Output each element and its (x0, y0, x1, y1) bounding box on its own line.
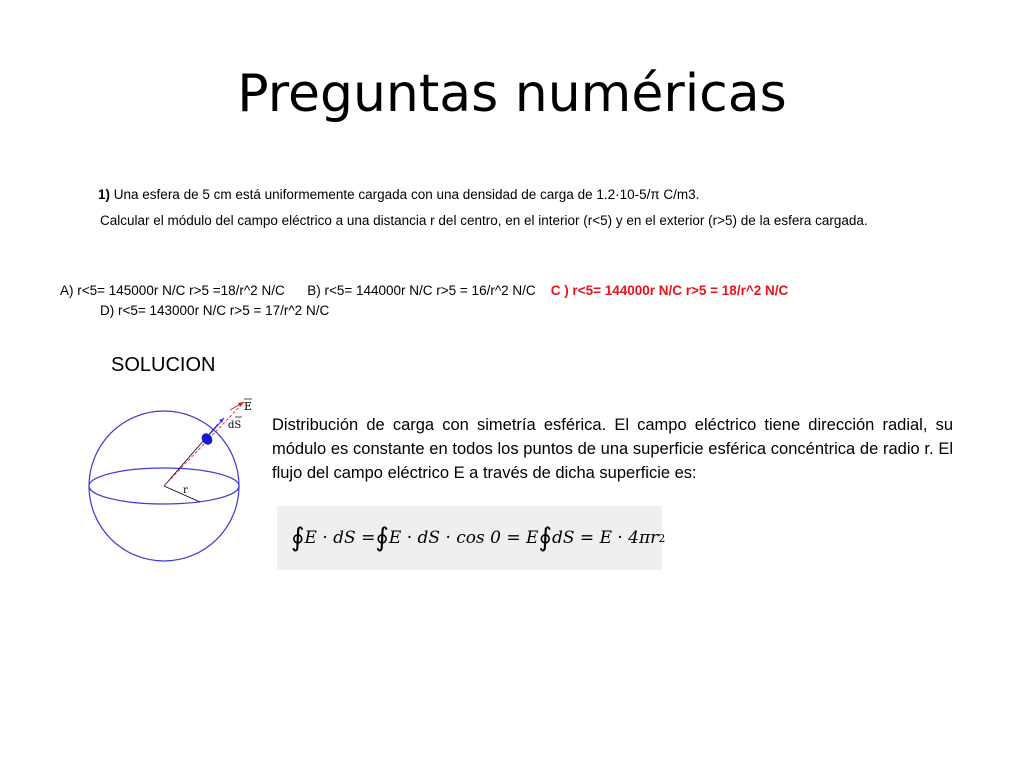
question-task: Calcular el módulo del campo eléctrico a una distancia r del centro, en el interior (r<5) y en el exterior (r>5) de la esfera cargada. (100, 213, 868, 228)
slide-title: Preguntas numéricas (237, 64, 787, 124)
answer-b: B) r<5= 144000r N/C r>5 = 16/r^2 N/C (307, 283, 536, 298)
question-statement-text: Una esfera de 5 cm está uniformemente cargada con una densidad de carga de 1.2·10-5/π C/m3. (113, 187, 700, 202)
formula-term-2: E · dS · cos 0 = E (388, 528, 539, 548)
gauss-formula (277, 506, 666, 570)
field-line (164, 402, 244, 486)
label-r: r (183, 485, 188, 496)
closed-integral-symbol: ∮ (291, 523, 305, 553)
surface-element (199, 431, 214, 447)
answer-options (60, 281, 965, 321)
formula-term-1: E · dS = (304, 528, 376, 548)
closed-integral-symbol: ∮ (375, 523, 389, 553)
answer-c-correct: C ) r<5= 144000r N/C r>5 = 18/r^2 N/C (550, 283, 789, 298)
sphere-diagram (82, 396, 252, 566)
question-statement (98, 186, 964, 204)
question-number: 1) (98, 187, 111, 202)
label-e: E (244, 400, 252, 413)
radius-line (164, 486, 200, 502)
solution-explanation: Distribución de carga con simetría esférica. El campo eléctrico tiene dirección radial, su módulo es constante en todos los puntos de una superficie esférica concéntrica de radio r. El flujo del campo eléctrico E a través de dicha superficie es: (272, 416, 953, 482)
answer-a: A) r<5= 145000r N/C r>5 =18/r^2 N/C (60, 283, 285, 298)
answer-d: D) r<5= 143000r N/C r>5 = 17/r^2 N/C (100, 303, 330, 318)
formula-term-3: dS = E · 4πr (551, 528, 659, 548)
formula-exponent: 2 (658, 531, 666, 545)
label-ds: dS (228, 420, 242, 431)
closed-integral-symbol: ∮ (538, 523, 552, 553)
solution-heading: SOLUCION (111, 354, 216, 376)
radial-line (164, 424, 218, 486)
